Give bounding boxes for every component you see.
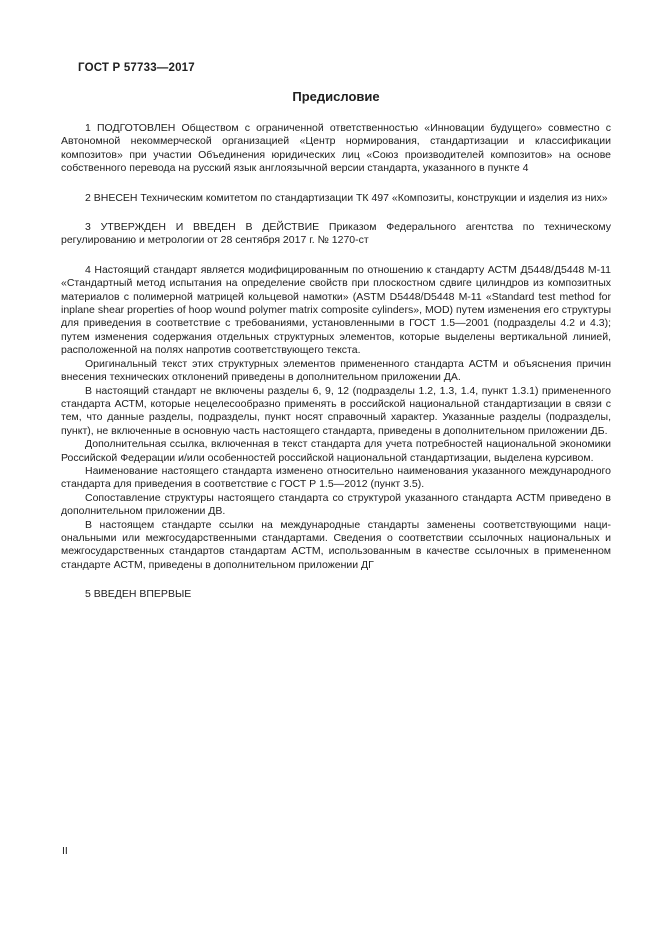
- preface-paragraph-9: Сопоставление структуры настоящего стандарта со структурой указанного стандарта АСТМ приведено в дополнительном приложении ДВ.: [61, 491, 611, 518]
- preface-paragraph-4: 4 Настоящий стандарт является модифицированным по отношению к стандарту АСТМ Д5448/Д5448 М-11 «Стандартный метод испытания на определение свойств при плоскостном сдвиге цилиндров из композитных материалов с полимерной матрицей кольцевой намотки» (ASTM D5448/D5448 M-11 «Standard test method for inplane shear properties of hoop wound polymer matrix composite cylinders», MOD) путем изменения его структуры для приведения в соответствие с требованиями, установленными в ГОСТ 1.5—2001 (подразделы 4.2 и 4.3); путем изменения содержания отдельных структурных элементов, которые выделены вертикальной линией, расположенной на полях напротив соответствующего текста.: [61, 263, 611, 357]
- document-code: ГОСТ Р 57733—2017: [78, 62, 195, 74]
- preface-body: [61, 122, 611, 602]
- preface-paragraph-10: В настоящем стандарте ссылки на международные стандарты заменены соответствующими национальными или межгосударственными стандартами. Сведения о соответствии ссылочных национальных и межгосударственных стандартов стандартам АСТМ, использованным в качестве ссылочных в примененном стандарте АСТМ, приведены в дополнительном приложении ДГ: [61, 518, 611, 571]
- preface-paragraph-6: В настоящий стандарт не включены разделы 6, 9, 12 (подразделы 1.2, 1.3, 1.4, пункт 1.3.1) примененного стандарта АСТМ, которые нецелесообразно применять в российской национальной стандартизации в связи с тем, что данные разделы, подразделы, пункт носят справочный характер. Указанные разделы (подразделы, пункт), не включенные в основную часть настоящего стандарта, приведены в дополнительном приложении ДБ.: [61, 384, 611, 437]
- preface-paragraph-2: 2 ВНЕСЕН Техническим комитетом по стандартизации ТК 497 «Композиты, конструкции и изделия из них»: [85, 191, 608, 204]
- preface-paragraph-1: 1 ПОДГОТОВЛЕН Обществом с ограниченной ответственностью «Инновации будущего» совместно с Автономной некоммерческой организацией «Центр нормирования, стандартизации и классификации композитов» при участии Объединения юридических лиц «Союз производителей композитов» на основе собственного перевода на русский язык англоязычной версии стандарта, указанного в пункте 4: [61, 122, 611, 175]
- page-number: II: [62, 845, 68, 857]
- preface-paragraph-7: Дополнительная ссылка, включенная в текст стандарта для учета потребностей национальной экономики Российской Федерации и/или особенностей российской национальной стандартизации, выделена курсивом.: [61, 438, 611, 464]
- preface-paragraph-11: 5 ВВЕДЕН ВПЕРВЫЕ: [85, 588, 192, 601]
- preface-paragraph-5: Оригинальный текст этих структурных элементов примененного стандарта АСТМ и объяснения причин внесения технических отклонений приведены в дополнительном приложении ДА.: [61, 357, 611, 384]
- page-title: Предисловие: [292, 89, 380, 104]
- preface-paragraph-8: Наименование настоящего стандарта изменено относительно наименования указанного международного стандарта для приведения в соответствие с ГОСТ Р 1.5—2012 (пункт 3.5).: [61, 464, 611, 491]
- preface-paragraph-3: 3 УТВЕРЖДЕН И ВВЕДЕН В ДЕЙСТВИЕ Приказом Федерального агентства по техническому регулированию и метрологии от 28 сентября 2017 г. № 1270-ст: [61, 221, 611, 247]
